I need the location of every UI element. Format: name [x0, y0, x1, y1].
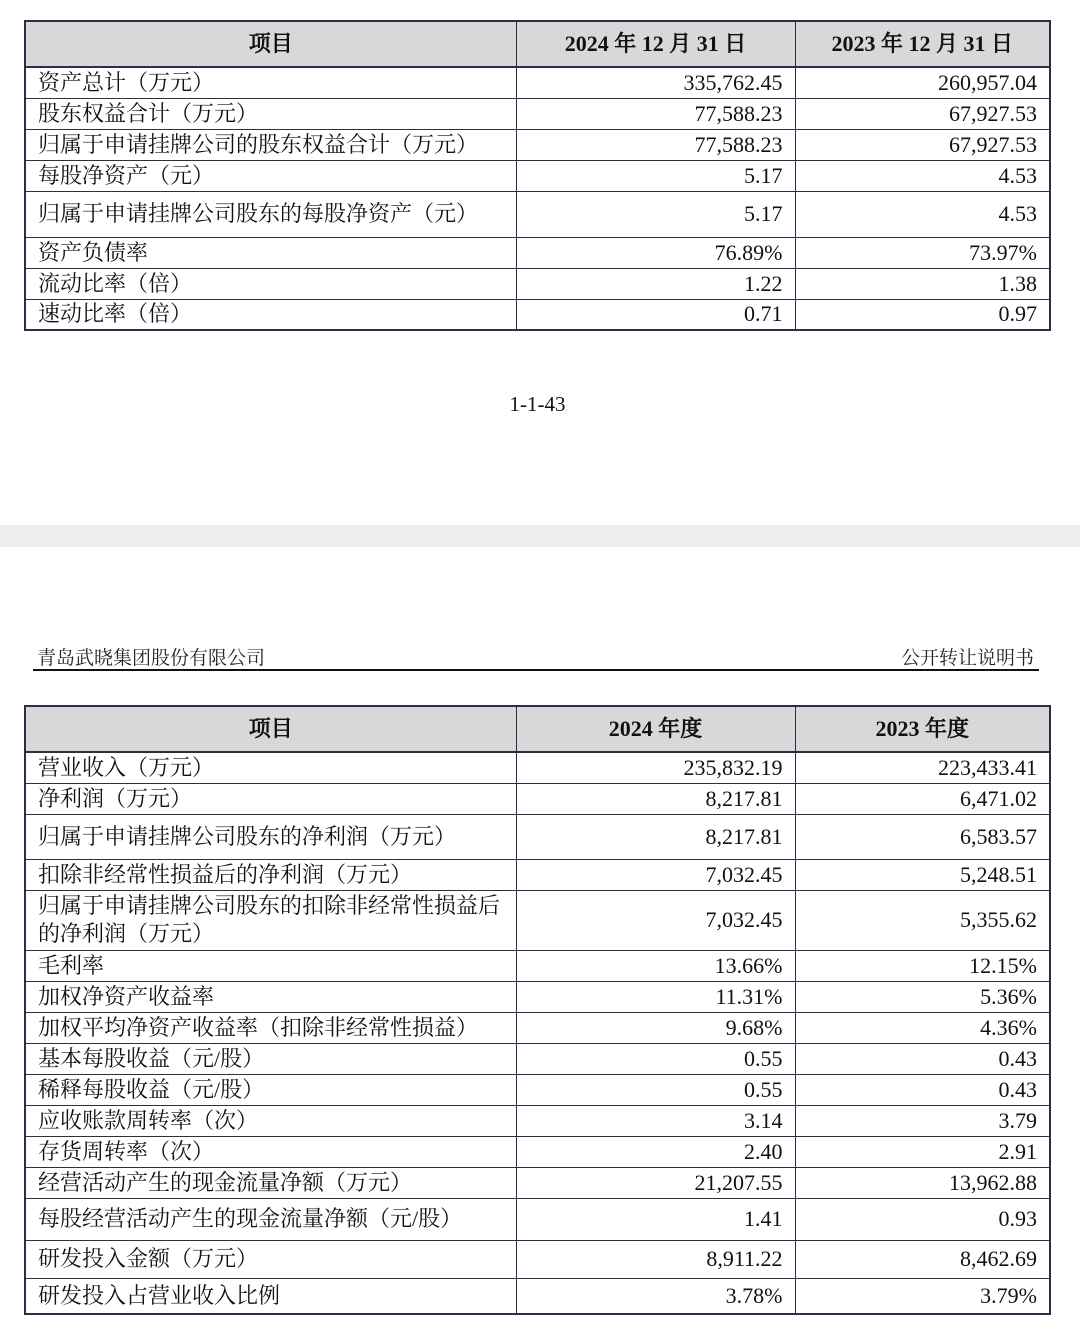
- table-row: [25, 1012, 1050, 1043]
- row-label: 存货周转率（次）: [25, 1136, 516, 1167]
- value-2023: 73.97%: [795, 237, 1050, 268]
- column-header-2023: 2023 年 12 月 31 日: [795, 21, 1050, 67]
- value-2024: 77,588.23: [516, 129, 795, 160]
- company-name-header: 青岛武晓集团股份有限公司: [37, 647, 266, 669]
- balance-indicators-table: [24, 20, 1051, 331]
- table-row: [25, 67, 1050, 98]
- value-2023: 67,927.53: [795, 98, 1050, 129]
- column-header-2024: 2024 年度: [516, 706, 795, 752]
- row-label: 加权净资产收益率: [25, 981, 516, 1012]
- value-2024: 8,911.22: [516, 1240, 795, 1278]
- table-row: [25, 299, 1050, 330]
- row-label: 资产总计（万元）: [25, 67, 516, 98]
- value-2023: 13,962.88: [795, 1167, 1050, 1198]
- value-2023: 2.91: [795, 1136, 1050, 1167]
- table-row: [25, 783, 1050, 814]
- value-2024: 77,588.23: [516, 98, 795, 129]
- row-label: 归属于申请挂牌公司股东的净利润（万元）: [25, 814, 516, 859]
- row-label: 研发投入占营业收入比例: [25, 1278, 516, 1314]
- table-row: [25, 1167, 1050, 1198]
- value-2024: 21,207.55: [516, 1167, 795, 1198]
- value-2024: 235,832.19: [516, 752, 795, 783]
- table-row: [25, 98, 1050, 129]
- value-2023: 8,462.69: [795, 1240, 1050, 1278]
- row-label: 毛利率: [25, 950, 516, 981]
- value-2023: 6,471.02: [795, 783, 1050, 814]
- table-row: [25, 1043, 1050, 1074]
- performance-indicators-table: [24, 705, 1051, 1315]
- value-2024: 3.14: [516, 1105, 795, 1136]
- page-separator: [0, 525, 1080, 547]
- value-2023: 223,433.41: [795, 752, 1050, 783]
- table-row: [25, 1136, 1050, 1167]
- table-row: [25, 1278, 1050, 1314]
- value-2023: 1.38: [795, 268, 1050, 299]
- value-2024: 13.66%: [516, 950, 795, 981]
- table-row: [25, 890, 1050, 950]
- table-row: [25, 859, 1050, 890]
- table-row: [25, 981, 1050, 1012]
- value-2023: 4.53: [795, 191, 1050, 237]
- value-2024: 5.17: [516, 191, 795, 237]
- value-2023: 0.93: [795, 1198, 1050, 1240]
- row-label: 速动比率（倍）: [25, 299, 516, 330]
- value-2023: 0.97: [795, 299, 1050, 330]
- value-2023: 12.15%: [795, 950, 1050, 981]
- value-2023: 6,583.57: [795, 814, 1050, 859]
- value-2024: 8,217.81: [516, 814, 795, 859]
- header-divider: [33, 669, 1039, 671]
- row-label: 每股净资产（元）: [25, 160, 516, 191]
- value-2024: 8,217.81: [516, 783, 795, 814]
- row-label: 股东权益合计（万元）: [25, 98, 516, 129]
- row-label: 流动比率（倍）: [25, 268, 516, 299]
- table-row: [25, 1074, 1050, 1105]
- row-label: 应收账款周转率（次）: [25, 1105, 516, 1136]
- value-2023: 0.43: [795, 1074, 1050, 1105]
- row-label: 基本每股收益（元/股）: [25, 1043, 516, 1074]
- table-row: [25, 129, 1050, 160]
- value-2024: 0.55: [516, 1043, 795, 1074]
- row-label: 每股经营活动产生的现金流量净额（元/股）: [25, 1198, 516, 1240]
- value-2024: 76.89%: [516, 237, 795, 268]
- row-label: 归属于申请挂牌公司股东的扣除非经常性损益后的净利润（万元）: [25, 890, 516, 950]
- row-label: 研发投入金额（万元）: [25, 1240, 516, 1278]
- row-label: 扣除非经常性损益后的净利润（万元）: [25, 859, 516, 890]
- value-2024: 11.31%: [516, 981, 795, 1012]
- value-2023: 67,927.53: [795, 129, 1050, 160]
- table-row: [25, 237, 1050, 268]
- table-row: [25, 1198, 1050, 1240]
- value-2023: 5,248.51: [795, 859, 1050, 890]
- value-2023: 3.79: [795, 1105, 1050, 1136]
- page-number: 1-1-43: [509, 392, 566, 416]
- value-2023: 5.36%: [795, 981, 1050, 1012]
- value-2023: 260,957.04: [795, 67, 1050, 98]
- row-label: 资产负债率: [25, 237, 516, 268]
- row-label: 归属于申请挂牌公司股东的每股净资产（元）: [25, 191, 516, 237]
- document-title-header: 公开转让说明书: [900, 647, 1034, 669]
- value-2023: 0.43: [795, 1043, 1050, 1074]
- table-row: [25, 950, 1050, 981]
- value-2024: 7,032.45: [516, 859, 795, 890]
- value-2024: 1.22: [516, 268, 795, 299]
- value-2024: 9.68%: [516, 1012, 795, 1043]
- table-row: [25, 752, 1050, 783]
- row-label: 归属于申请挂牌公司的股东权益合计（万元）: [25, 129, 516, 160]
- table-row: [25, 160, 1050, 191]
- table-header-row: [25, 21, 1050, 67]
- column-header-2024: 2024 年 12 月 31 日: [516, 21, 795, 67]
- value-2024: 335,762.45: [516, 67, 795, 98]
- table-row: [25, 268, 1050, 299]
- value-2024: 0.55: [516, 1074, 795, 1105]
- row-label: 加权平均净资产收益率（扣除非经常性损益）: [25, 1012, 516, 1043]
- row-label: 稀释每股收益（元/股）: [25, 1074, 516, 1105]
- table-header-row: [25, 706, 1050, 752]
- table-row: [25, 1105, 1050, 1136]
- column-header-item: 项目: [25, 21, 516, 67]
- value-2024: 0.71: [516, 299, 795, 330]
- row-label: 净利润（万元）: [25, 783, 516, 814]
- value-2023: 4.36%: [795, 1012, 1050, 1043]
- column-header-2023: 2023 年度: [795, 706, 1050, 752]
- row-label: 营业收入（万元）: [25, 752, 516, 783]
- value-2023: 5,355.62: [795, 890, 1050, 950]
- value-2023: 3.79%: [795, 1278, 1050, 1314]
- value-2024: 1.41: [516, 1198, 795, 1240]
- table-row: [25, 191, 1050, 237]
- value-2024: 3.78%: [516, 1278, 795, 1314]
- column-header-item: 项目: [25, 706, 516, 752]
- value-2024: 2.40: [516, 1136, 795, 1167]
- value-2024: 7,032.45: [516, 890, 795, 950]
- table-row: [25, 1240, 1050, 1278]
- table-row: [25, 814, 1050, 859]
- value-2023: 4.53: [795, 160, 1050, 191]
- value-2024: 5.17: [516, 160, 795, 191]
- row-label: 经营活动产生的现金流量净额（万元）: [25, 1167, 516, 1198]
